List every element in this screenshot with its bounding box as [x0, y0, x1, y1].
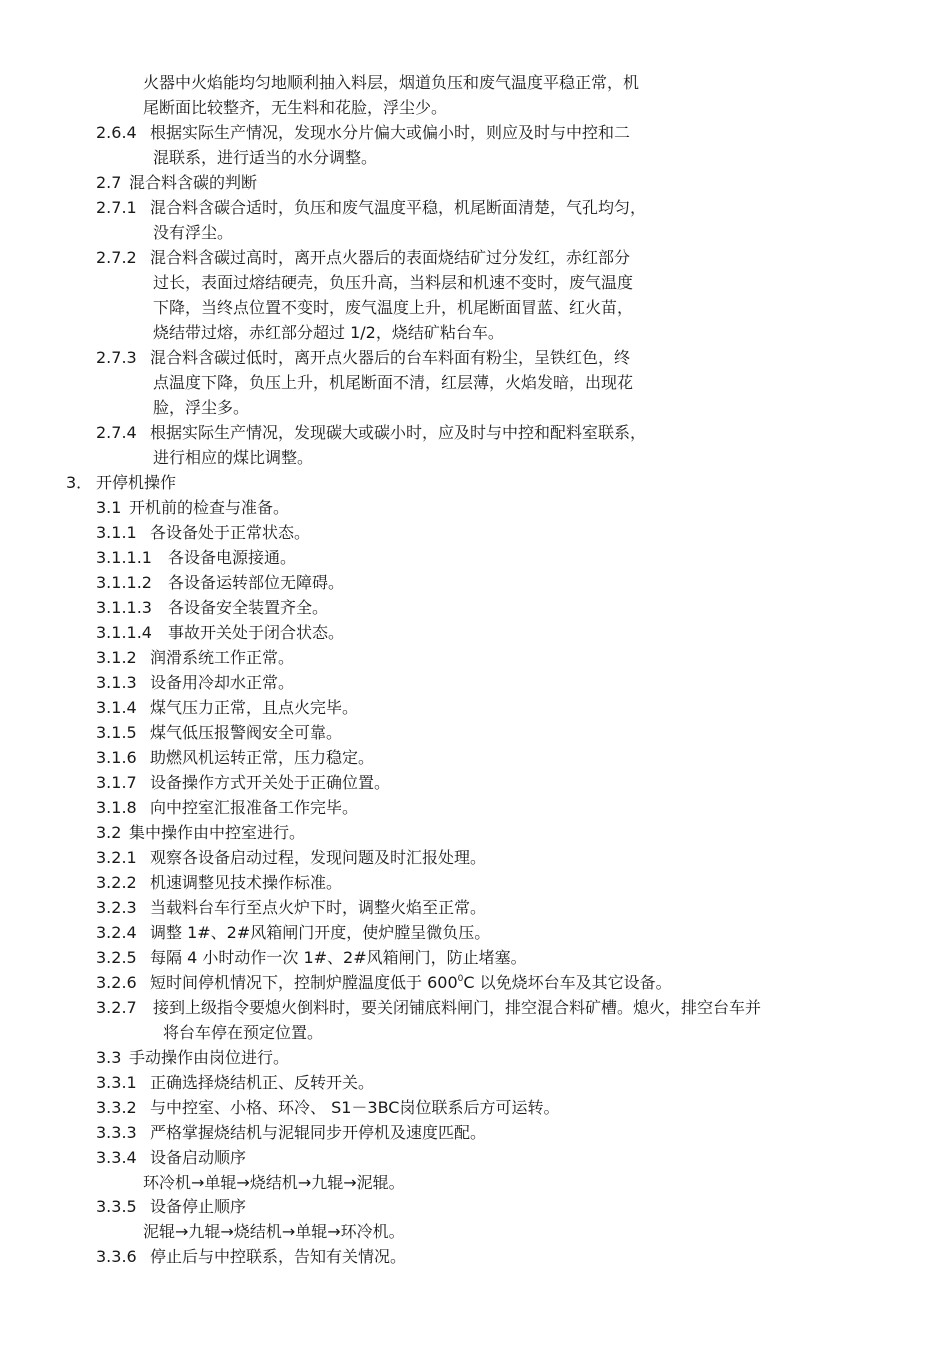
line-text-main: 当载料台车行至点火炉下时，调整火焰至正常。 [150, 898, 487, 917]
line-text [129, 172, 257, 194]
line-text [150, 122, 630, 144]
line-text [150, 672, 294, 694]
line-text-main: 短时间停机情况下，控制炉膛温度低于 600 [150, 973, 458, 992]
line-text [150, 972, 672, 994]
section-number: 3.3 [96, 1048, 122, 1067]
line-text-main: 混合料含碳过低时，离开点火器后的台车料面有粉尘，呈铁红色，终 [150, 348, 631, 367]
line-text [153, 272, 633, 294]
line-text-main: 根据实际生产情况，发现碳大或碳小时，应及时与中控和配料室联系， [150, 423, 647, 442]
line-text-after: C 以免烧坏台车及其它设备。 [463, 973, 672, 992]
line-text [153, 372, 633, 394]
line-text [143, 97, 447, 119]
line-text-main: 煤气压力正常，且点火完毕。 [150, 698, 359, 717]
line-text-main: 尾断面比较整齐，无生料和花脸，浮尘少。 [143, 98, 448, 117]
line-text-main: 设备停止顺序 [150, 1197, 247, 1216]
line-text [150, 1122, 486, 1144]
section-number: 3.3.6 [96, 1247, 137, 1266]
line-text [150, 1072, 374, 1094]
line-text [150, 522, 310, 544]
line-text-main: 开机前的检查与准备。 [129, 498, 290, 517]
section-number: 3.3.1 [96, 1073, 137, 1092]
section-number: 2.7.4 [96, 423, 137, 442]
section-number: 3.2.4 [96, 923, 137, 942]
line-text-main: 正确选择烧结机正、反转开关。 [150, 1073, 375, 1092]
line-text-main: 事故开关处于闭合状态。 [168, 623, 345, 642]
line-text [150, 422, 646, 444]
section-number: 3.1 [96, 498, 122, 517]
line-text [150, 747, 374, 769]
section-number: 3.2.5 [96, 948, 137, 967]
section-number: 3． [66, 473, 93, 492]
line-text [150, 722, 342, 744]
section-number: 2.7.3 [96, 348, 137, 367]
line-text-main: 机速调整见技术操作标准。 [150, 873, 343, 892]
section-number: 3.1.3 [96, 673, 137, 692]
line-text-main: 各设备电源接通。 [168, 548, 297, 567]
line-text [153, 222, 233, 244]
line-text-main: 混合料含碳的判断 [129, 173, 258, 192]
line-text-main: 各设备安全装置齐全。 [168, 598, 329, 617]
line-text-main: 各设备处于正常状态。 [150, 523, 311, 542]
section-number: 3.1.1 [96, 523, 137, 542]
section-number: 3.1.1.4 [96, 623, 152, 642]
section-number: 3.1.5 [96, 723, 137, 742]
section-number: 3.1.1.1 [96, 548, 152, 567]
line-text-main: 火器中火焰能均匀地顺利抽入料层，烟道负压和废气温度平稳正常，机 [143, 73, 640, 92]
line-text [153, 447, 313, 469]
line-text [143, 1221, 405, 1243]
section-number: 3.2.1 [96, 848, 137, 867]
line-text [150, 647, 294, 669]
section-number: 3.3.2 [96, 1098, 137, 1117]
section-number: 3.1.2 [96, 648, 137, 667]
line-text [150, 872, 342, 894]
line-text [150, 197, 646, 219]
line-text-main: 泥辊→九辊→烧结机→单辊→环冷机。 [143, 1222, 405, 1241]
line-text [150, 1246, 406, 1268]
line-text-main: 混联系，进行适当的水分调整。 [153, 148, 378, 167]
section-number: 3.2 [96, 823, 122, 842]
line-text-main: 开停机操作 [96, 473, 177, 492]
line-text [150, 797, 358, 819]
line-text-main: 进行相应的煤比调整。 [153, 448, 314, 467]
line-text-main: 下降，当终点位置不变时，废气温度上升，机尾断面冒蓝、红火苗， [153, 298, 634, 317]
line-text-main: 过长，表面过熔结硬壳，负压升高，当料层和机速不变时，废气温度 [153, 273, 634, 292]
line-text [150, 1147, 246, 1169]
line-text [143, 72, 639, 94]
line-text-main: 集中操作由中控室进行。 [129, 823, 306, 842]
line-text-main: 设备启动顺序 [150, 1148, 247, 1167]
line-text [150, 922, 490, 944]
line-text [150, 247, 630, 269]
degree-superscript: 0 [457, 974, 464, 984]
section-number: 3.3.3 [96, 1123, 137, 1142]
line-text-main: 手动操作由岗位进行。 [129, 1048, 290, 1067]
section-number: 3.1.1.2 [96, 573, 152, 592]
line-text-main: 点温度下降，负压上升，机尾断面不清，红层薄，火焰发暗，出现花 [153, 373, 634, 392]
line-text-main: 混合料含碳过高时，离开点火器后的表面烧结矿过分发红，赤红部分 [150, 248, 631, 267]
section-number: 2.7 [96, 173, 122, 192]
line-text [96, 472, 176, 494]
line-text-main: 将台车停在预定位置。 [163, 1023, 324, 1042]
line-text [150, 1097, 559, 1119]
section-number: 2.6.4 [96, 123, 137, 142]
line-text-main: 润滑系统工作正常。 [150, 648, 295, 667]
line-text [153, 322, 504, 344]
line-text-main: 每隔 4 小时动作一次 1#、2#风箱闸门，防止堵塞。 [150, 948, 527, 967]
line-text [153, 297, 633, 319]
line-text-main: 没有浮尘。 [153, 223, 234, 242]
section-number: 3.3.5 [96, 1197, 137, 1216]
line-text-main: 混合料含碳合适时，负压和废气温度平稳，机尾断面清楚，气孔均匀， [150, 198, 647, 217]
line-text [143, 1172, 405, 1194]
line-text-main: 接到上级指令要熄火倒料时，要关闭铺底料闸门，排空混合料矿槽。熄火，排空台车并 [153, 998, 762, 1017]
line-text [153, 997, 761, 1019]
line-text-main: 助燃风机运转正常，压力稳定。 [150, 748, 375, 767]
line-text-main: 停止后与中控联系，告知有关情况。 [150, 1247, 407, 1266]
section-number: 3.1.6 [96, 748, 137, 767]
line-text [150, 1196, 246, 1218]
section-number: 2.7.2 [96, 248, 137, 267]
line-text [150, 347, 630, 369]
line-text-main: 向中控室汇报准备工作完毕。 [150, 798, 359, 817]
section-number: 3.1.1.3 [96, 598, 152, 617]
line-text [168, 622, 344, 644]
line-text-main: 脸，浮尘多。 [153, 398, 250, 417]
line-text [163, 1022, 323, 1044]
line-text [129, 497, 289, 519]
line-text-main: 各设备运转部位无障碍。 [168, 573, 345, 592]
section-number: 3.1.4 [96, 698, 137, 717]
line-text [150, 947, 527, 969]
line-text [150, 772, 390, 794]
line-text [129, 822, 305, 844]
line-text-main: 根据实际生产情况，发现水分片偏大或偏小时，则应及时与中控和二 [150, 123, 631, 142]
line-text-main: 严格掌握烧结机与泥辊同步开停机及速度匹配。 [150, 1123, 487, 1142]
line-text [150, 697, 358, 719]
line-text-main: 环冷机→单辊→烧结机→九辊→泥辊。 [143, 1173, 405, 1192]
section-number: 3.3.4 [96, 1148, 137, 1167]
line-text [153, 147, 377, 169]
line-text [168, 547, 296, 569]
section-number: 2.7.1 [96, 198, 137, 217]
line-text [150, 897, 486, 919]
line-text-main: 烧结带过熔，赤红部分超过 1/2，烧结矿粘台车。 [153, 323, 504, 342]
line-text [153, 397, 249, 419]
section-number: 3.1.8 [96, 798, 137, 817]
line-text [129, 1047, 289, 1069]
line-text-main: 与中控室、小格、环冷、 S1－3BC岗位联系后方可运转。 [150, 1098, 560, 1117]
section-number: 3.1.7 [96, 773, 137, 792]
line-text-main: 观察各设备启动过程，发现问题及时汇报处理。 [150, 848, 487, 867]
line-text [168, 572, 344, 594]
line-text-main: 调整 1#、2#风箱闸门开度，使炉膛呈微负压。 [150, 923, 491, 942]
line-text-main: 煤气低压报警阀安全可靠。 [150, 723, 343, 742]
section-number: 3.2.6 [96, 973, 137, 992]
line-text-main: 设备操作方式开关处于正确位置。 [150, 773, 391, 792]
line-text [168, 597, 328, 619]
section-number: 3.2.3 [96, 898, 137, 917]
section-number: 3.2.2 [96, 873, 137, 892]
line-text-main: 设备用冷却水正常。 [150, 673, 295, 692]
section-number: 3.2.7 [96, 998, 137, 1017]
line-text [150, 847, 486, 869]
